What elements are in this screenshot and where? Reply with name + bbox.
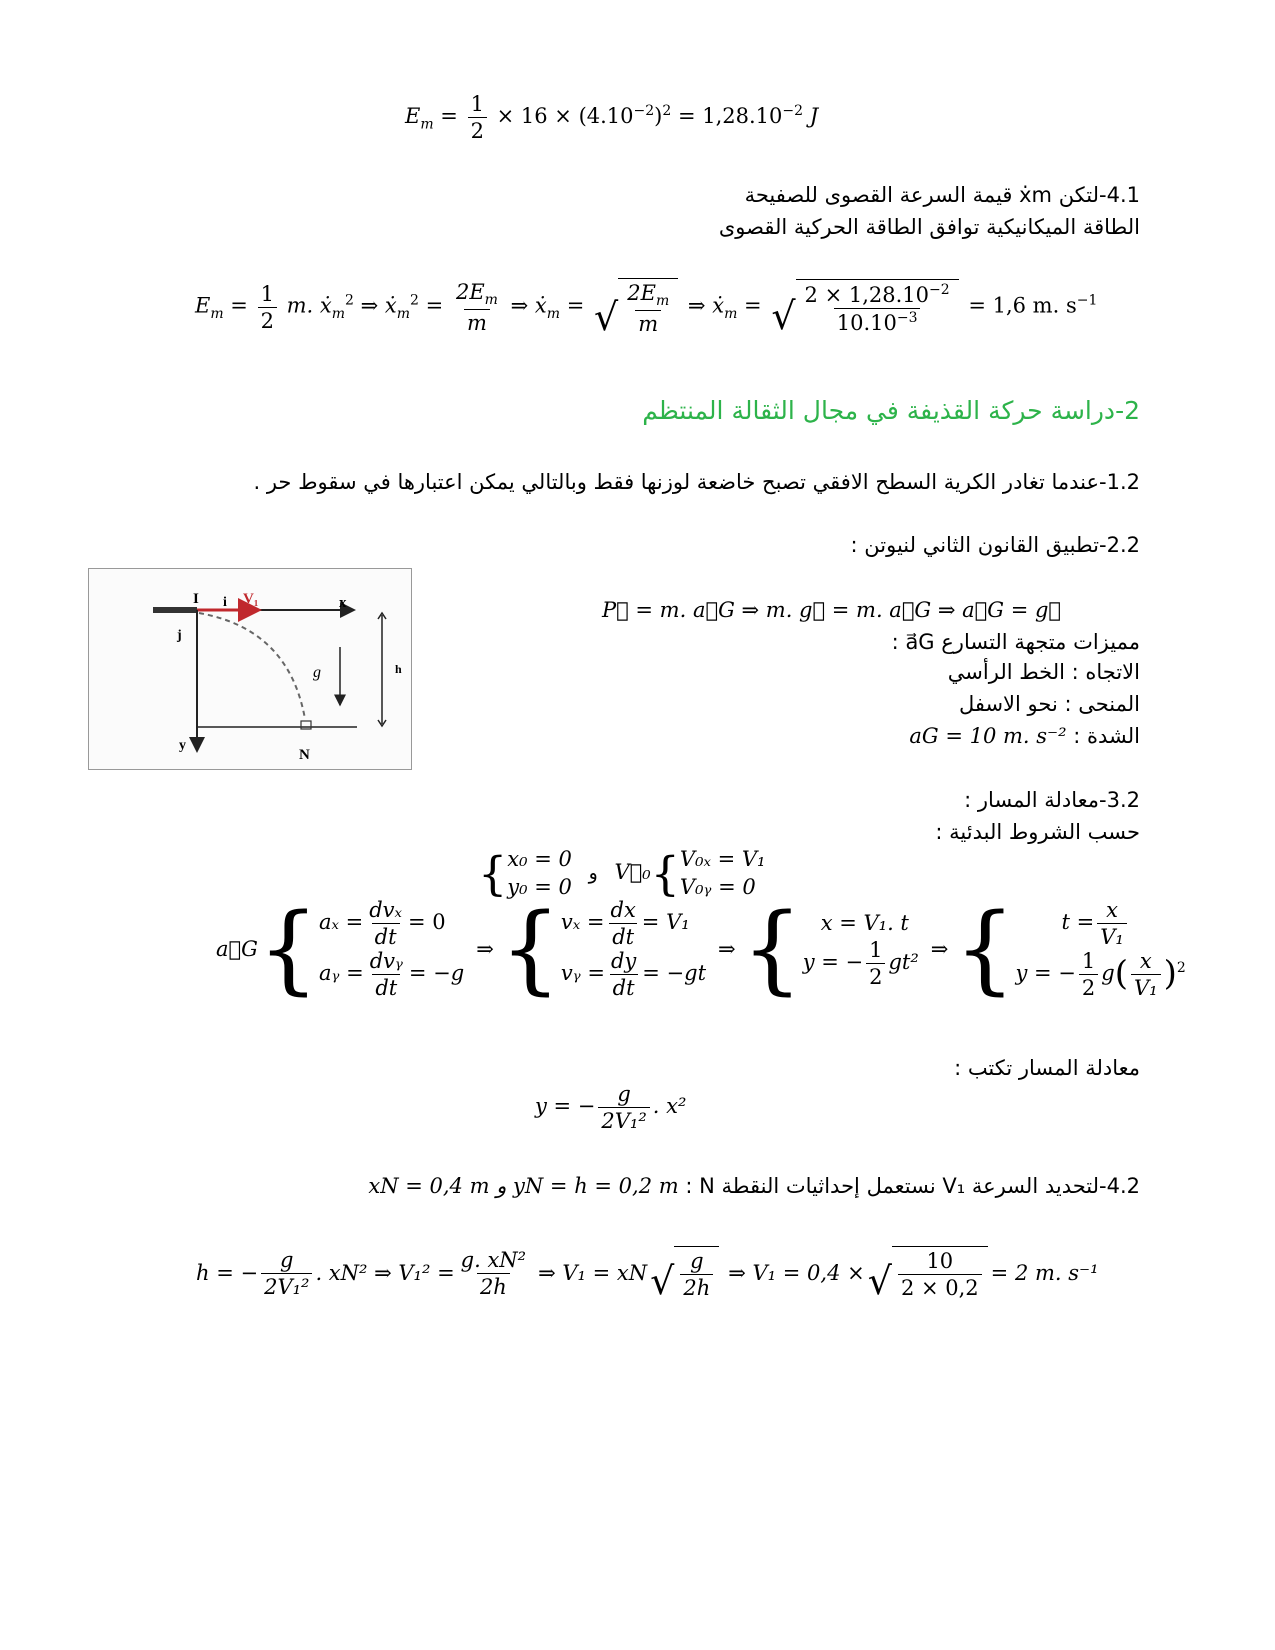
projectile-figure <box>88 568 412 770</box>
equation-max-velocity: $E_m$ = $\frac{1}{2}$ m. ẋ$_m^2$ ⇒ ẋ$_m^2$ = $\frac{2E_m}{m}$ ⇒ ẋ$_m$ = √ $\frac{2E_m}{m}$ ⇒ ẋ$_m$ = √ $\frac{2 \times 1,28.10^{-2}}{10.10^{-3}}$ = 1,6 m. $s^{-1}$ <box>195 279 1098 340</box>
equation-mechanical-energy: $E_m$ = $\frac{1}{2}$ × $16 \times (4.10^{-2})^2 = 1,28.10^{-2}$ J <box>405 92 819 144</box>
label-h: h <box>395 662 402 676</box>
projectile-diagram <box>89 569 411 769</box>
section-3-2-title: 3.2-معادلة المسار : <box>964 788 1140 812</box>
label-I: I <box>193 591 199 607</box>
label-v1: V₁ <box>243 591 259 607</box>
label-y: y <box>179 738 186 753</box>
label-j: j⃗ <box>177 628 193 643</box>
initial-conditions-label: حسب الشروط البدئية : <box>935 820 1140 844</box>
motion-equations-system: a⃗G { aₓ = $\frac{\text{dvₓ}}{dt}$ = 0 aᵧ = $\frac{\text{dvᵧ}}{dt}$ = −g ⇒ { vₓ = $\frac{dx}{dt}$ = V₁ vᵧ = $\frac{dy}{dt}$ = −gt ⇒ { x = V₁. t y = − $\frac{1}{2}$ gt² ⇒ { t = $\frac{x}{\text{V₁}}$ y = − $\frac{1}{2}$ g( $\frac{x}{\text{V₁}}$ )$^2$ <box>216 893 1186 1006</box>
section-4-1-line2: الطاقة الميكانيكية توافق الطاقة الحركية القصوى <box>718 215 1140 239</box>
acceleration-direction: الاتجاه : الخط الرأسي <box>947 660 1140 684</box>
table-surface <box>153 607 197 613</box>
trajectory-label: معادلة المسار تكتب : <box>954 1056 1140 1080</box>
label-i: i⃗ <box>223 595 238 610</box>
trajectory-equation: y = − $\frac{g}{\text{2V₁²}}$ . x² <box>535 1082 687 1134</box>
trajectory-curve <box>199 613 305 719</box>
label-N: N <box>299 747 310 763</box>
section-4-1-line1: 4.1-لتكن ẋm قيمة السرعة القصوى للصفيحة <box>744 183 1140 207</box>
equation-v1: h = − $\frac{g}{\text{2V₁²}}$ . xN² ⇒ V₁² = $\frac{\text{g. xN²}}{2h}$ ⇒ V₁ = xN √ $\frac{g}{2h}$ ⇒ V₁ = 0,4 × √ $\frac{10}{2 \times 0,2}$ = 2 m. s⁻¹ <box>196 1247 1099 1304</box>
acceleration-sense: المنحى : نحو الاسفل <box>958 692 1140 716</box>
section-2-title: 2-دراسة حركة القذيفة في مجال الثقالة المنتظم <box>642 396 1140 425</box>
newton-equation: P⃗ = m. a⃗G ⇒ m. g⃗ = m. a⃗G ⇒ a⃗G = g⃗ <box>602 598 1062 622</box>
section-1-2-text: 1.2-عندما تغادر الكرية السطح الافقي تصبح خاضعة لوزنها فقط وبالتالي يمكن اعتبارها في سقوط حر . <box>253 470 1140 494</box>
label-g: g⃗ <box>313 664 334 681</box>
acceleration-magnitude: الشدة : aG = 10 m. s⁻² <box>909 724 1140 748</box>
section-4-2-text: 4.2-لتحديد السرعة V₁ نستعمل إحداثيات النقطة N : xN = 0,4 m و yN = h = 0,2 m <box>368 1174 1140 1198</box>
point-n-marker <box>301 721 311 729</box>
section-2-2-title: 2.2-تطبيق القانون الثاني لنيوتن : <box>850 533 1140 557</box>
acceleration-features-title: مميزات متجهة التسارع a⃗G : <box>891 630 1140 654</box>
initial-conditions: { x₀ = 0 y₀ = 0 و V⃗₀{ V₀ₓ = V₁ V₀ᵧ = 0 <box>478 846 766 901</box>
label-x: x <box>339 595 347 611</box>
